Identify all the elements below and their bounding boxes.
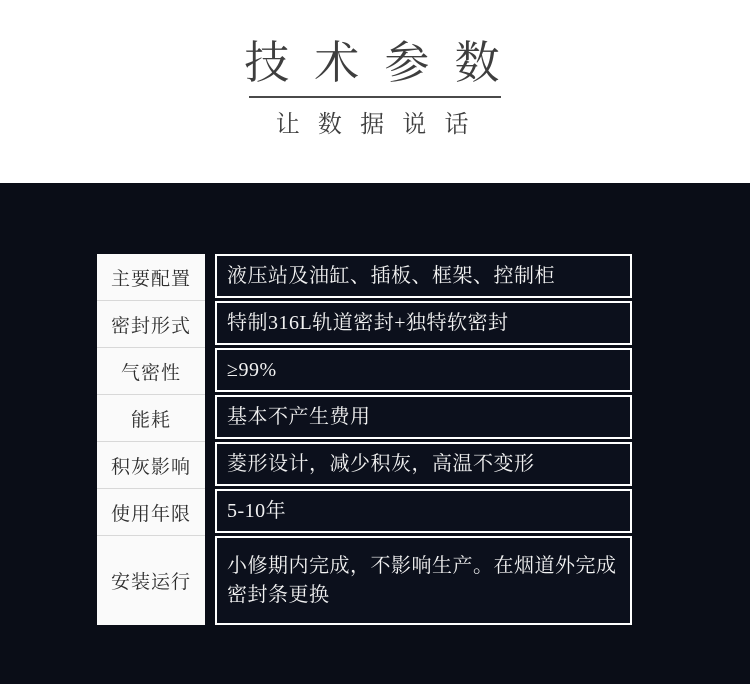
- table-row: [97, 489, 632, 536]
- table-row: [97, 254, 632, 301]
- table-row: [97, 301, 632, 348]
- spec-section: [0, 183, 750, 684]
- row-value: 特制316L轨道密封+独特软密封: [215, 301, 632, 345]
- row-value: 小修期内完成，不影响生产。在烟道外完成密封条更换: [215, 536, 632, 625]
- table-row: [97, 442, 632, 489]
- table-row: [97, 395, 632, 442]
- row-value: 基本不产生费用: [215, 395, 632, 439]
- row-label: 密封形式: [97, 301, 205, 348]
- row-label: 主要配置: [97, 254, 205, 301]
- row-value: 菱形设计，减少积灰，高温不变形: [215, 442, 632, 486]
- page-title: 技 术 参 数: [244, 37, 506, 88]
- table-row: [97, 536, 632, 625]
- row-label: 积灰影响: [97, 442, 205, 489]
- spec-table: [97, 254, 632, 625]
- row-label: 能耗: [97, 395, 205, 442]
- row-value: ≥99%: [215, 348, 632, 392]
- row-value: 液压站及油缸、插板、框架、控制柜: [215, 254, 632, 298]
- page-subtitle: 让 数 据 说 话: [275, 111, 475, 138]
- title-divider: [249, 96, 501, 98]
- row-value: 5-10年: [215, 489, 632, 533]
- row-label: 气密性: [97, 348, 205, 395]
- table-row: [97, 348, 632, 395]
- page-header: [0, 0, 750, 183]
- row-label: 使用年限: [97, 489, 205, 536]
- row-label: 安装运行: [97, 536, 205, 625]
